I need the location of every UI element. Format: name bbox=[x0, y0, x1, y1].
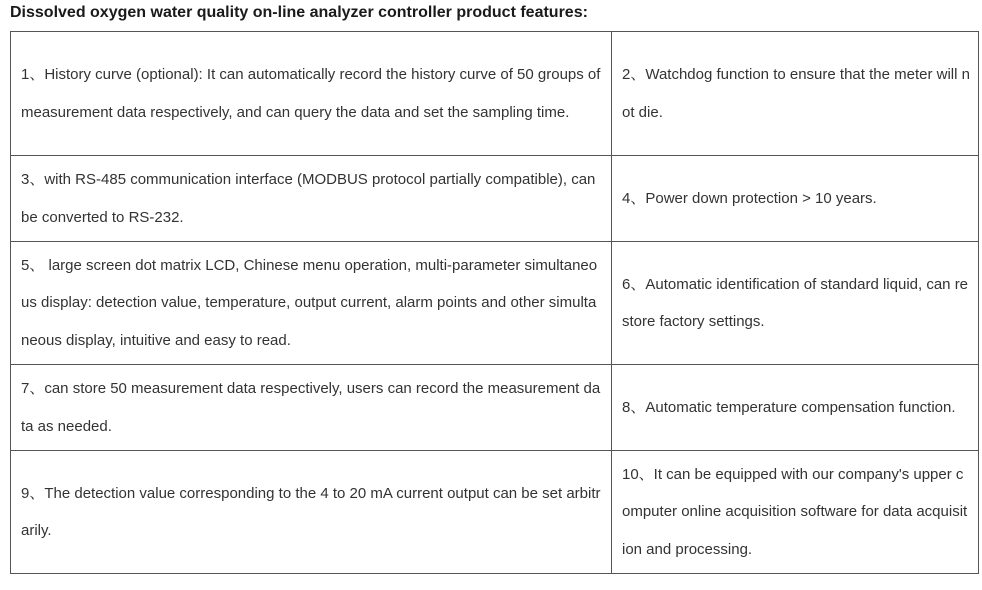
feature-text: 1、History curve (optional): It can automatically record the history curve of 50 groups of measurement data respectively, and can query the data and set the sampling time. bbox=[21, 66, 601, 121]
feature-cell-2 bbox=[612, 32, 979, 156]
feature-text: 5、 large screen dot matrix LCD, Chinese menu operation, multi-parameter simultaneous display: detection value, temperature, output current, alarm points and other simultaneous display, intuitive and easy to read. bbox=[21, 256, 598, 349]
feature-text: 4、Power down protection > 10 years. bbox=[622, 189, 877, 207]
feature-text: 3、with RS-485 communication interface (MODBUS protocol partially compatible), can be converted to RS-232. bbox=[21, 171, 596, 226]
table-row bbox=[11, 365, 979, 451]
feature-text: 8、Automatic temperature compensation function. bbox=[622, 398, 956, 416]
feature-cell-3 bbox=[11, 156, 612, 242]
feature-cell-8 bbox=[612, 365, 979, 451]
table-row bbox=[11, 451, 979, 574]
feature-text: 7、can store 50 measurement data respectively, users can record the measurement data as needed. bbox=[21, 380, 601, 435]
feature-cell-4 bbox=[612, 156, 979, 242]
feature-cell-5 bbox=[11, 242, 612, 365]
table-row bbox=[11, 32, 979, 156]
feature-text: 10、It can be equipped with our company's upper computer online acquisition software for data acquisition and processing. bbox=[622, 465, 968, 558]
feature-cell-1 bbox=[11, 32, 612, 156]
feature-text: 6、Automatic identification of standard liquid, can restore factory settings. bbox=[622, 275, 969, 330]
feature-cell-6 bbox=[612, 242, 979, 365]
feature-text: 9、The detection value corresponding to the 4 to 20 mA current output can be set arbitrarily. bbox=[21, 484, 601, 539]
page-title: Dissolved oxygen water quality on-line analyzer controller product features: bbox=[10, 4, 588, 21]
features-table bbox=[10, 31, 979, 574]
feature-cell-9 bbox=[11, 451, 612, 574]
table-row bbox=[11, 242, 979, 365]
feature-cell-7 bbox=[11, 365, 612, 451]
feature-cell-10 bbox=[612, 451, 979, 574]
table-row bbox=[11, 156, 979, 242]
feature-text: 2、Watchdog function to ensure that the meter will not die. bbox=[622, 66, 970, 121]
